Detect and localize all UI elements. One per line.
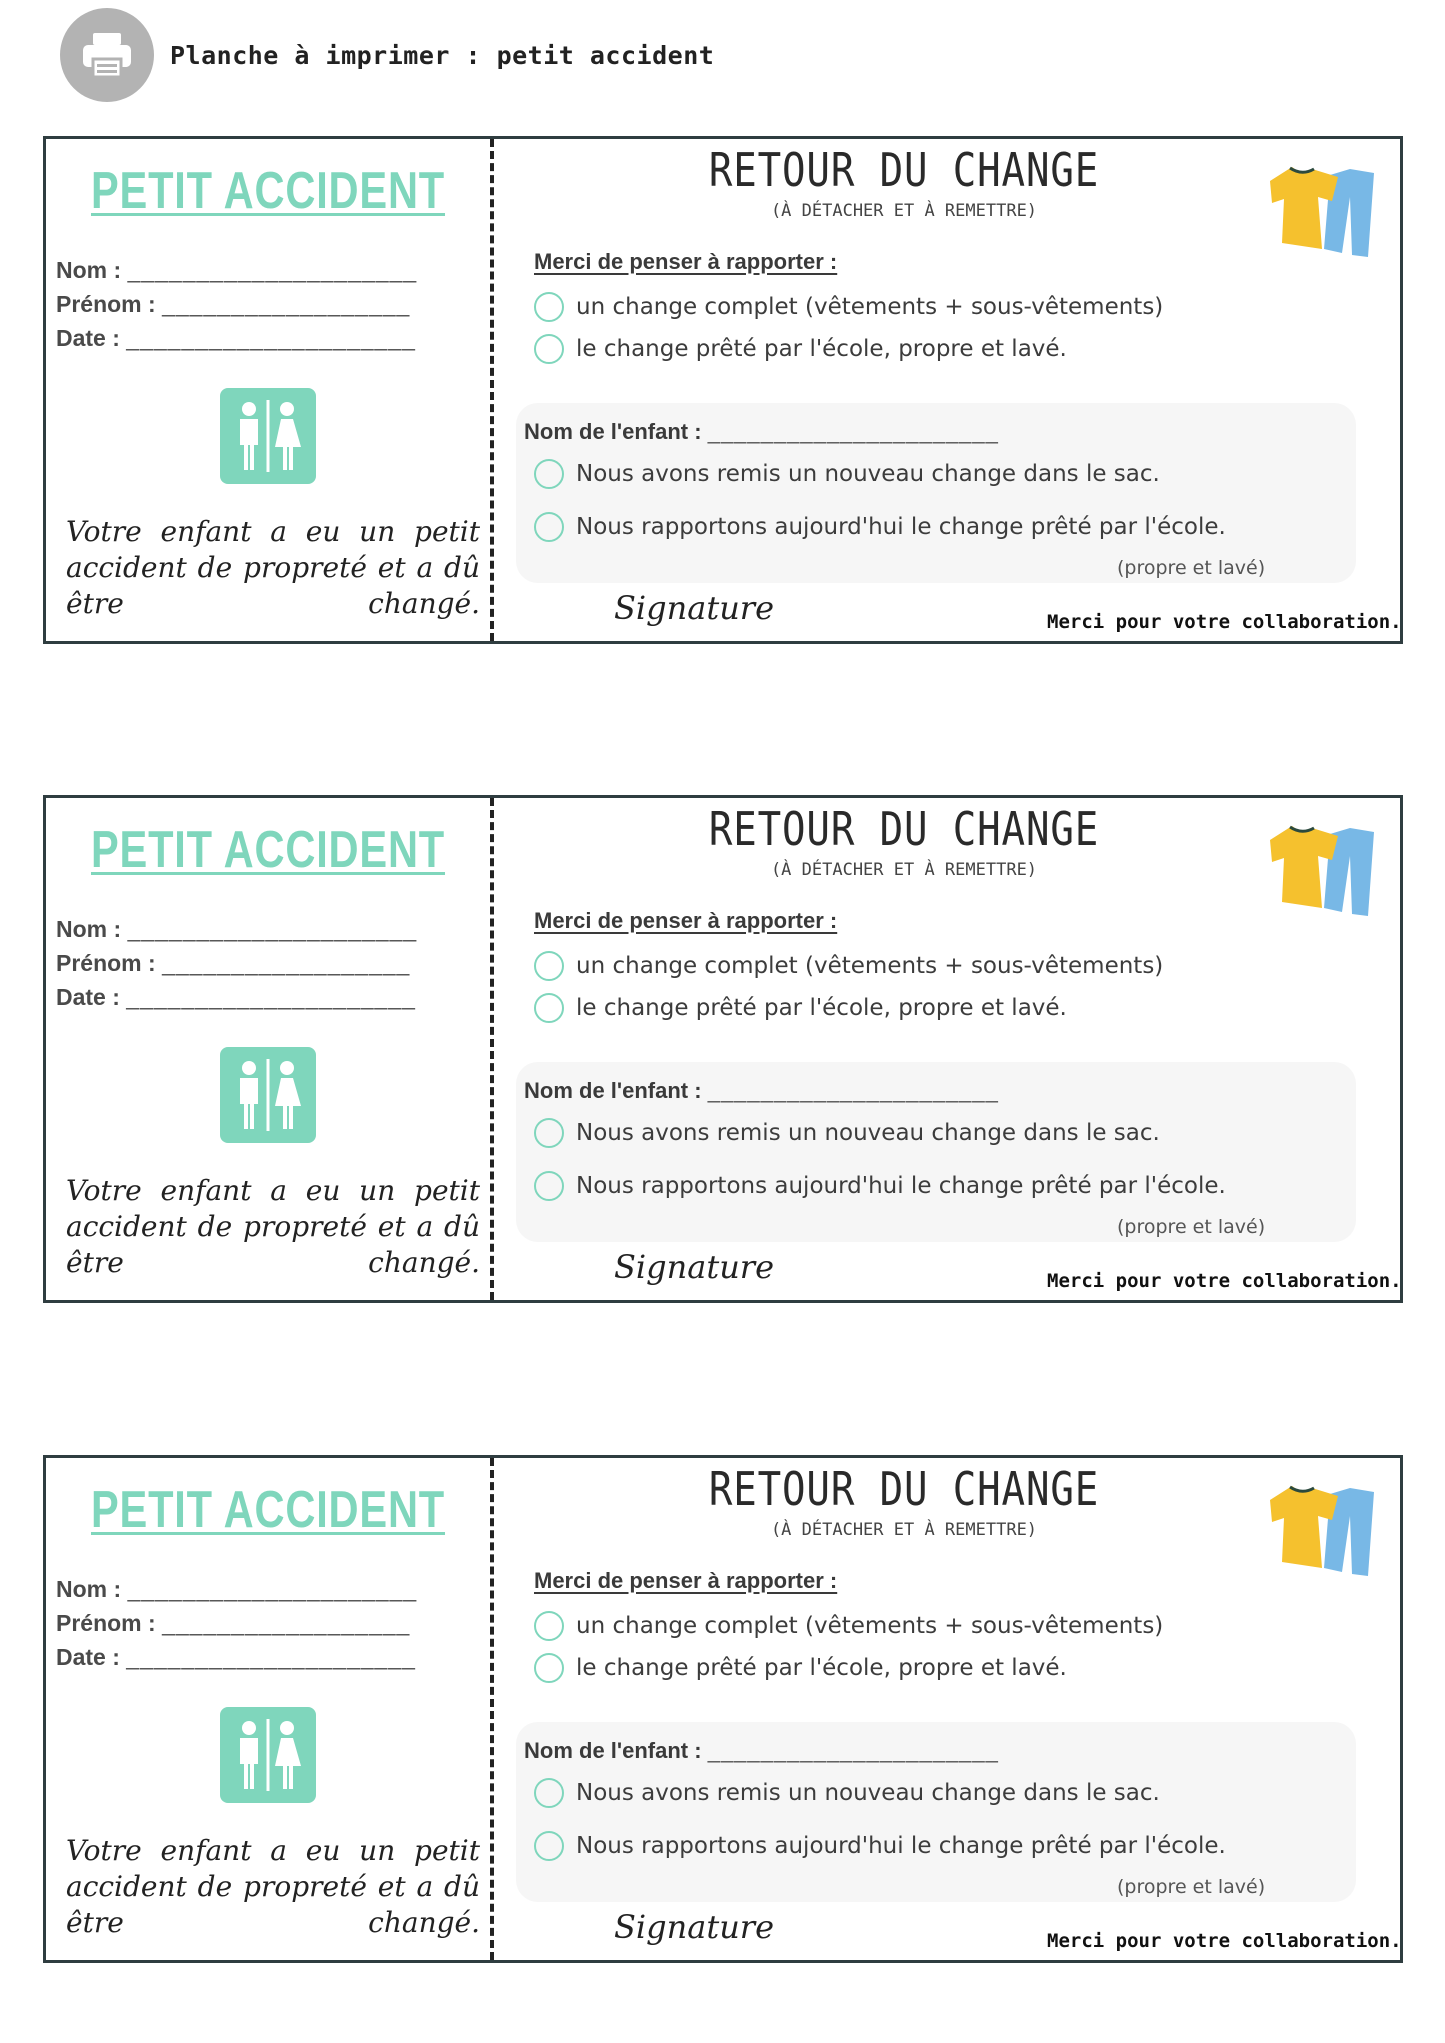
radio-button[interactable] [534, 334, 564, 364]
prenom-label: Prénom : [56, 1610, 156, 1636]
slip-subtitle: (À DÉTACHER ET À REMETTRE) [770, 1520, 1038, 1540]
child-name-line: ______________________ [707, 1738, 999, 1763]
radio-button[interactable] [534, 1653, 564, 1683]
nom-field[interactable] [56, 916, 417, 943]
option-new-change[interactable] [534, 459, 1160, 489]
radio-button[interactable] [534, 1778, 564, 1808]
prenom-line: __________________ [162, 1610, 411, 1636]
child-name-field[interactable] [524, 1078, 999, 1104]
nom-label: Nom : [56, 916, 122, 942]
child-name-label: Nom de l'enfant : [524, 419, 702, 444]
option-complete-change[interactable] [534, 292, 1163, 322]
slip-subtitle: (À DÉTACHER ET À REMETTRE) [770, 860, 1038, 880]
clothes-icon [1260, 155, 1382, 259]
restroom-icon [220, 1047, 316, 1143]
notice-title: PETIT ACCIDENT [90, 1481, 446, 1539]
prenom-field[interactable] [56, 1610, 410, 1637]
option-label: un change complet (vêtements + sous-vêtements) [576, 1613, 1164, 1639]
reminder-label: Merci de penser à rapporter : [534, 1568, 838, 1593]
child-name-line: ______________________ [707, 1078, 999, 1103]
child-name-label: Nom de l'enfant : [524, 1738, 702, 1763]
notice-message: Votre enfant a eu un petit accident de propreté et a dû être changé. [66, 1834, 480, 1939]
print-button[interactable] [60, 8, 154, 102]
option-new-change[interactable] [534, 1118, 1160, 1148]
restroom-icon [220, 388, 316, 484]
option-label: Nous avons remis un nouveau change dans le sac. [576, 461, 1160, 487]
accident-notice [46, 1458, 494, 1960]
child-name-line: ______________________ [707, 419, 999, 444]
accident-card [43, 795, 1403, 1303]
option-label: Nous rapportons aujourd'hui le change prêté par l'école. [576, 1833, 1226, 1859]
radio-button[interactable] [534, 512, 564, 542]
radio-button[interactable] [534, 1611, 564, 1641]
accident-notice [46, 798, 494, 1300]
option-return-loaned[interactable] [534, 512, 1226, 542]
date-label: Date : [56, 1644, 120, 1670]
date-line: _____________________ [126, 1644, 416, 1670]
prenom-field[interactable] [56, 291, 410, 318]
slip-subtitle: (À DÉTACHER ET À REMETTRE) [770, 201, 1038, 221]
nom-label: Nom : [56, 257, 122, 283]
date-field[interactable] [56, 1644, 416, 1671]
child-name-label: Nom de l'enfant : [524, 1078, 702, 1103]
radio-button[interactable] [534, 993, 564, 1023]
notice-message: Votre enfant a eu un petit accident de propreté et a dû être changé. [66, 515, 480, 620]
nom-line: _____________________ [127, 1576, 418, 1602]
return-slip [494, 139, 1400, 641]
date-label: Date : [56, 325, 120, 351]
date-field[interactable] [56, 325, 416, 352]
clothes-icon [1260, 1474, 1382, 1578]
prenom-label: Prénom : [56, 291, 156, 317]
prenom-line: __________________ [162, 291, 411, 317]
child-name-field[interactable] [524, 1738, 999, 1764]
prenom-field[interactable] [56, 950, 410, 977]
option-label: Nous rapportons aujourd'hui le change prêté par l'école. [576, 514, 1226, 540]
radio-button[interactable] [534, 951, 564, 981]
option-complete-change[interactable] [534, 951, 1163, 981]
option-loaned-change[interactable] [534, 993, 1067, 1023]
option-label: Nous rapportons aujourd'hui le change prêté par l'école. [576, 1173, 1226, 1199]
notice-message: Votre enfant a eu un petit accident de propreté et a dû être changé. [66, 1174, 480, 1279]
thanks-text: Merci pour votre collaboration. [1047, 611, 1402, 633]
page-title: Planche à imprimer : petit accident [170, 40, 715, 70]
clothes-icon [1260, 814, 1382, 918]
prenom-line: __________________ [162, 950, 411, 976]
option-label: un change complet (vêtements + sous-vêtements) [576, 294, 1164, 320]
signature-label: Signature [614, 1908, 775, 1946]
radio-button[interactable] [534, 1118, 564, 1148]
option-complete-change[interactable] [534, 1611, 1163, 1641]
return-slip [494, 798, 1400, 1300]
slip-title: RETOUR DU CHANGE [708, 1462, 1100, 1516]
nom-field[interactable] [56, 1576, 417, 1603]
accident-card [43, 1455, 1403, 1963]
option-new-change[interactable] [534, 1778, 1160, 1808]
nom-field[interactable] [56, 257, 417, 284]
clean-note: (propre et lavé) [1117, 1216, 1266, 1238]
notice-title: PETIT ACCIDENT [90, 162, 446, 220]
option-label: un change complet (vêtements + sous-vêtements) [576, 953, 1164, 979]
radio-button[interactable] [534, 292, 564, 322]
signature-label: Signature [614, 1248, 775, 1286]
option-label: le change prêté par l'école, propre et lavé. [576, 1655, 1067, 1681]
printer-icon [80, 31, 134, 79]
radio-button[interactable] [534, 1831, 564, 1861]
restroom-icon [220, 1707, 316, 1803]
option-loaned-change[interactable] [534, 334, 1067, 364]
slip-title: RETOUR DU CHANGE [708, 143, 1100, 197]
clean-note: (propre et lavé) [1117, 557, 1266, 579]
date-line: _____________________ [126, 984, 416, 1010]
accident-card [43, 136, 1403, 644]
option-label: Nous avons remis un nouveau change dans le sac. [576, 1120, 1160, 1146]
nom-label: Nom : [56, 1576, 122, 1602]
reminder-label: Merci de penser à rapporter : [534, 249, 838, 274]
clean-note: (propre et lavé) [1117, 1876, 1266, 1898]
accident-notice [46, 139, 494, 641]
prenom-label: Prénom : [56, 950, 156, 976]
date-line: _____________________ [126, 325, 416, 351]
option-label: Nous avons remis un nouveau change dans le sac. [576, 1780, 1160, 1806]
date-label: Date : [56, 984, 120, 1010]
radio-button[interactable] [534, 459, 564, 489]
option-return-loaned[interactable] [534, 1171, 1226, 1201]
nom-line: _____________________ [127, 916, 418, 942]
option-loaned-change[interactable] [534, 1653, 1067, 1683]
option-return-loaned[interactable] [534, 1831, 1226, 1861]
page-header [60, 8, 714, 102]
signature-label: Signature [614, 589, 775, 627]
thanks-text: Merci pour votre collaboration. [1047, 1930, 1402, 1952]
child-name-field[interactable] [524, 419, 999, 445]
nom-line: _____________________ [127, 257, 418, 283]
date-field[interactable] [56, 984, 416, 1011]
radio-button[interactable] [534, 1171, 564, 1201]
thanks-text: Merci pour votre collaboration. [1047, 1270, 1402, 1292]
reminder-label: Merci de penser à rapporter : [534, 908, 838, 933]
option-label: le change prêté par l'école, propre et lavé. [576, 336, 1067, 362]
return-slip [494, 1458, 1400, 1960]
notice-title: PETIT ACCIDENT [90, 821, 446, 879]
option-label: le change prêté par l'école, propre et lavé. [576, 995, 1067, 1021]
slip-title: RETOUR DU CHANGE [708, 802, 1100, 856]
